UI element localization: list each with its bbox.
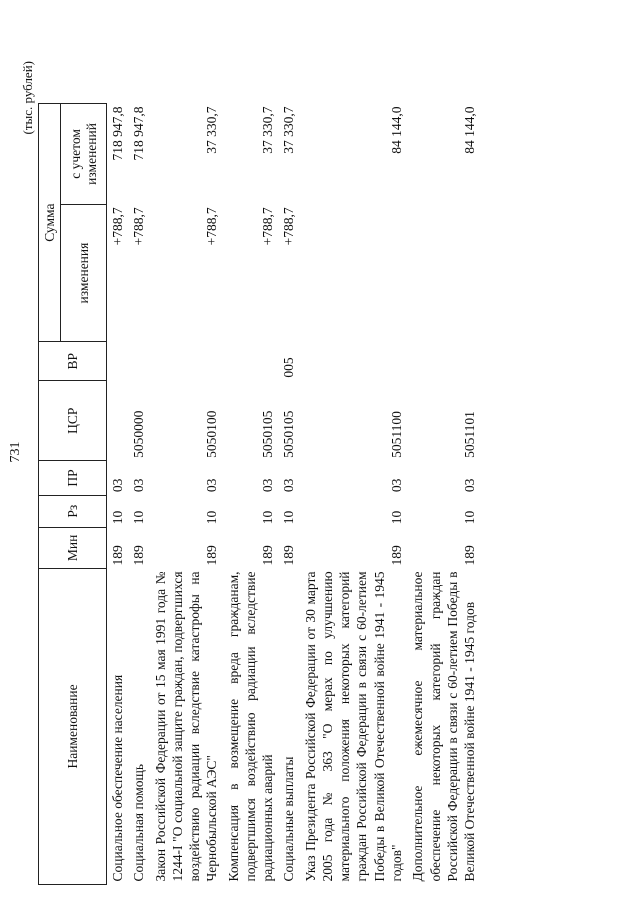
table-row [223, 104, 279, 885]
row-name: Социальная помощь [131, 763, 147, 882]
row-change [407, 204, 480, 341]
row-pr: 03 [281, 478, 297, 493]
row-csr: 5051100 [388, 411, 404, 458]
row-change: +788,7 [110, 207, 125, 246]
row-rz: 10 [462, 510, 478, 525]
row-change [300, 204, 408, 341]
row-vr [128, 342, 149, 381]
header-sum: Сумма [39, 104, 61, 342]
row-vr [223, 342, 279, 381]
row-vr: 005 [281, 357, 297, 378]
row-change: +788,7 [204, 207, 220, 246]
row-csr: 5050105 [260, 410, 276, 458]
row-min: 189 [204, 545, 220, 566]
row-total: 84 144,0 [462, 106, 478, 154]
row-vr [107, 342, 129, 381]
row-rz: 10 [204, 510, 220, 525]
header-name: Наименование [39, 568, 107, 884]
header-vr: ВР [39, 342, 107, 381]
header-csr: ЦСР [39, 381, 107, 461]
page-number: 731 [8, 441, 23, 463]
header-change: изменения [61, 204, 107, 341]
header-min: Мин [39, 527, 107, 568]
row-total: 37 330,7 [204, 106, 220, 154]
row-pr: 03 [260, 478, 276, 493]
budget-rows [107, 104, 481, 885]
table-row [300, 104, 408, 885]
row-min: 189 [131, 545, 147, 566]
row-rz: 10 [131, 510, 147, 525]
table-row [128, 104, 149, 885]
row-vr [150, 342, 223, 381]
row-name: Указ Президента Российской Федерации от 30 марта 2005 года № 363 "О мерах по улучшению материального положения некоторых категорий граждан Российской Федерации в связи с 60-летием Победы в Великой Отечественной войне 1941 - 1945 годов" [302, 571, 404, 882]
row-vr [407, 342, 480, 381]
row-total: 718 947,8 [110, 106, 125, 161]
row-csr: 5050000 [131, 410, 147, 458]
row-total: 37 330,7 [260, 106, 276, 154]
row-vr [300, 342, 408, 381]
row-csr: 5051101 [462, 411, 478, 458]
row-min: 189 [388, 545, 404, 566]
rotated-budget-sheet [20, 55, 560, 885]
row-csr: 5050105 [281, 410, 297, 458]
row-min: 189 [281, 545, 297, 566]
table-row [407, 104, 480, 885]
row-total: 84 144,0 [388, 106, 404, 154]
row-pr: 03 [110, 478, 125, 493]
row-name: Закон Российской Федерации от 15 мая 1991 года № 1244-I "О социальной защите граждан, подвергшихся воздействию радиации вследствие катастрофы на Чернобыльской АЭС" [152, 571, 220, 882]
row-total: 37 330,7 [281, 106, 297, 154]
header-pr: ПР [39, 461, 107, 495]
row-min: 189 [110, 545, 125, 566]
row-name: Компенсация в возмещение вреда гражданам, подвергшимся воздействию радиации вследствие радиационных аварий [225, 571, 276, 882]
row-change: +788,7 [131, 207, 147, 246]
row-rz: 10 [388, 510, 404, 525]
row-change: +788,7 [281, 207, 297, 246]
row-rz: 10 [281, 510, 297, 525]
row-pr: 03 [204, 478, 220, 493]
table-row [107, 104, 129, 885]
row-rz: 10 [110, 510, 125, 525]
header-with-change: с учетом изменений [61, 104, 107, 205]
table-row [278, 104, 299, 885]
row-change: +788,7 [260, 207, 276, 246]
row-csr [107, 381, 129, 461]
table-row [150, 104, 223, 885]
row-pr: 03 [462, 478, 478, 493]
budget-table [38, 103, 480, 885]
units-note: (тыс. рублей) [20, 61, 35, 135]
row-pr: 03 [131, 478, 147, 493]
row-name: Социальные выплаты [281, 756, 297, 882]
row-min: 189 [260, 545, 276, 566]
row-name: Социальное обеспечение населения [110, 674, 125, 882]
row-min: 189 [462, 545, 478, 566]
row-pr: 03 [388, 478, 404, 493]
row-total: 718 947,8 [131, 106, 147, 161]
row-rz: 10 [260, 510, 276, 525]
header-rz: Рз [39, 495, 107, 527]
row-csr: 5050100 [204, 410, 220, 458]
row-name: Дополнительное ежемесячное материальное обеспечение некоторых категорий граждан Российской Федерации в связи с 60-летием Победы в Великой Отечественной войне 1941 - 1945 годов [410, 571, 478, 882]
